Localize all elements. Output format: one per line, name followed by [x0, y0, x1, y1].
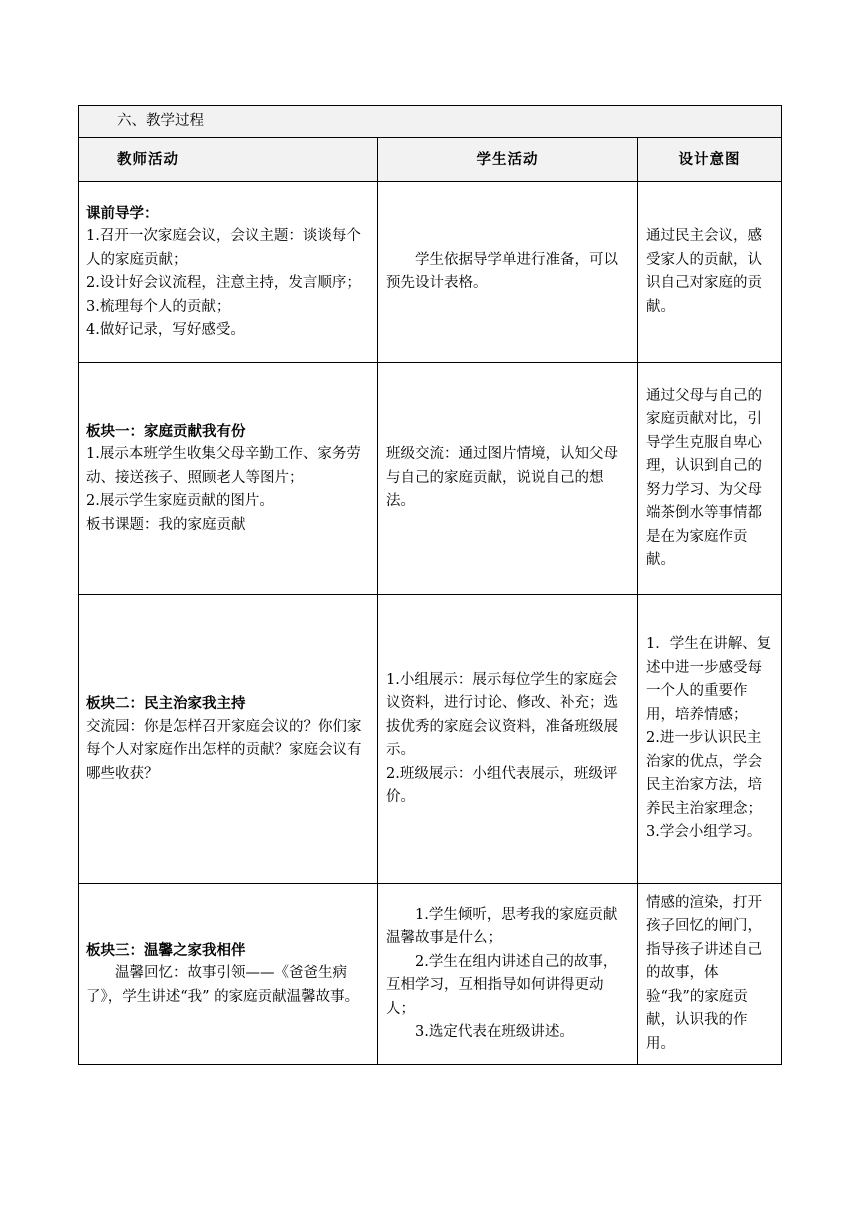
header-teacher-activity: 教师活动 — [79, 138, 378, 182]
design-intent-cell — [638, 363, 782, 595]
student-line: 1.学生倾听，思考我的家庭贡献温馨故事是什么； — [386, 906, 618, 946]
student-line: 3.选定代表在班级讲述。 — [415, 1024, 574, 1040]
header-student-activity: 学生活动 — [378, 138, 638, 182]
header-design-intent: 设计意图 — [638, 138, 782, 182]
teacher-line: 1.展示本班学生收集父母辛勤工作、家务劳动、接送孩子、照顾老人等图片； — [86, 446, 361, 486]
table-row — [79, 595, 782, 884]
teacher-activity-cell — [79, 884, 378, 1065]
teacher-line: 温馨回忆：故事引领——《爸爸生病了》，学生讲述“我” 的家庭贡献温馨故事。 — [86, 965, 360, 1005]
teacher-line: 板书课题：我的家庭贡献 — [86, 516, 246, 533]
student-line: 2.班级展示：小组代表展示，班级评价。 — [386, 765, 618, 805]
block-title: 板块二：民主治家我主持 — [86, 695, 246, 712]
design-line: 通过民主会议，感受家人的贡献，认识自己对家庭的贡献。 — [646, 228, 762, 315]
section-title: 六、教学过程 — [79, 106, 782, 138]
design-intent-cell — [638, 884, 782, 1065]
student-line: 1.小组展示：展示每位学生的家庭会议资料，进行讨论、修改、补充；选拔优秀的家庭会议资料，准备班级展示。 — [386, 671, 618, 758]
design-line: 3.学会小组学习。 — [646, 824, 762, 841]
section-title-row — [79, 106, 782, 138]
teaching-process-table — [78, 105, 782, 1065]
design-line: 2.进一步认识民主治家的优点，学会民主治家方法，培养民主治家理念； — [646, 730, 762, 817]
student-line: 2.学生在组内讲述自己的故事，互相学习，互相指导如何讲得更动人； — [386, 953, 618, 1017]
teacher-line: 3.梳理每个人的贡献； — [86, 298, 231, 315]
student-activity-cell — [378, 595, 638, 884]
table-row — [79, 884, 782, 1065]
teacher-line: 1.召开一次家庭会议，会议主题：谈谈每个人的家庭贡献； — [86, 228, 361, 268]
design-line: 情感的渲染，打开孩子回忆的闸门，指导孩子讲述自己的故事，体验“我”的家庭贡献，认识我的作用。 — [646, 894, 762, 1052]
table-row — [79, 182, 782, 363]
header-row — [79, 138, 782, 182]
design-intent-cell — [638, 595, 782, 884]
design-line: 1．学生在讲解、复述中进一步感受每一个人的重要作用，培养情感； — [646, 636, 772, 723]
design-intent-cell — [638, 182, 782, 363]
teacher-activity-cell — [79, 363, 378, 595]
teacher-line: 2.设计好会议流程，注意主持，发言顺序； — [86, 275, 361, 291]
teacher-line: 4.做好记录，写好感受。 — [86, 322, 245, 338]
block-title: 课前导学： — [86, 204, 159, 222]
student-line: 学生依据导学单进行准备，可以预先设计表格。 — [386, 251, 618, 291]
table-row — [79, 363, 782, 595]
student-activity-cell — [378, 363, 638, 595]
student-line: 班级交流：通过图片情境，认知父母与自己的家庭贡献，说说自己的想法。 — [386, 446, 618, 510]
teacher-line: 交流园：你是怎样召开家庭会议的？你们家每个人对家庭作出怎样的贡献？家庭会议有哪些收获？ — [86, 718, 362, 782]
student-activity-cell — [378, 884, 638, 1065]
teacher-activity-cell — [79, 595, 378, 884]
student-activity-cell — [378, 182, 638, 363]
block-title: 板块三：温馨之家我相伴 — [86, 941, 246, 959]
design-line: 通过父母与自己的家庭贡献对比，引导学生克服自卑心理，认识到自己的努力学习、为父母端茶倒水等事情都是在为家庭作贡献。 — [646, 387, 762, 568]
teacher-activity-cell — [79, 182, 378, 363]
block-title: 板块一：家庭贡献我有份 — [86, 422, 246, 440]
teacher-line: 2.展示学生家庭贡献的图片。 — [86, 493, 274, 510]
